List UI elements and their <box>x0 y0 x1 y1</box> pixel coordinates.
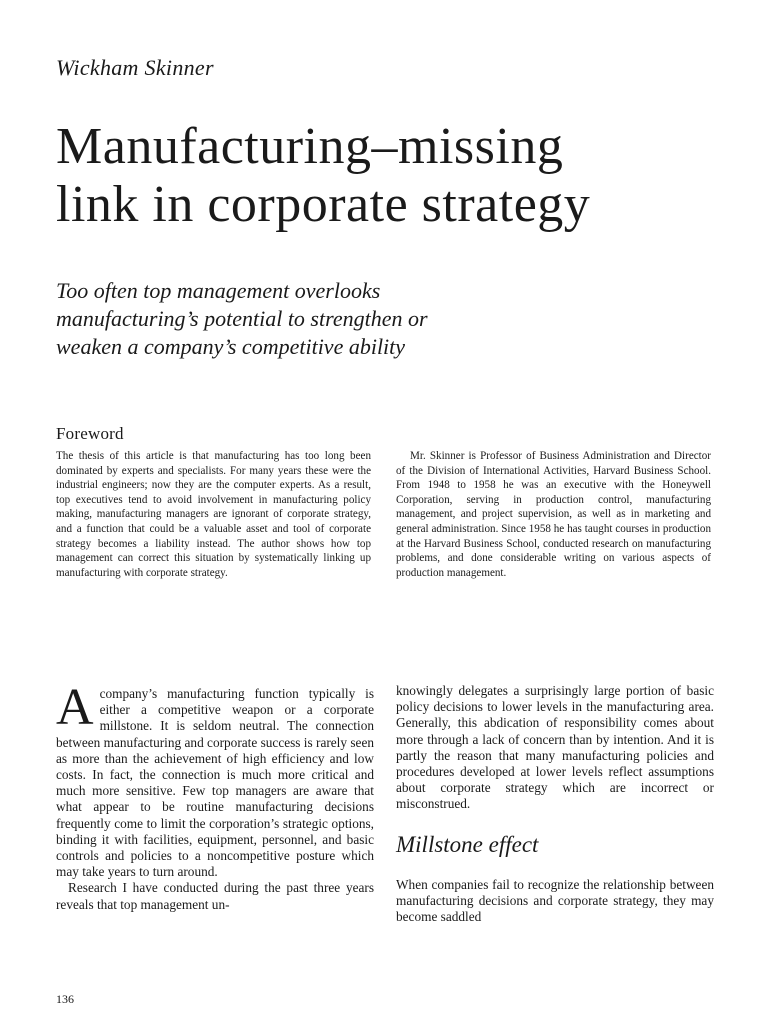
page-number: 136 <box>56 992 74 1006</box>
foreword-left-column: The thesis of this article is that manufacturing has too long been dominated by experts and specialists. For many years these were the industrial engineers; now they are the computer experts. As a result, top executives tend to avoid involvement in manufacturing policy making, manufacturing managers are ignorant of corporate strategy, and a function that could be a valuable asset and tool of corporate strategy becomes a liability instead. The author shows how top management can correct this situation by systematically linking up manufacturing with corporate strategy. <box>56 450 371 579</box>
opening-paragraph <box>56 680 374 880</box>
research-paragraph-start: Research I have conducted during the past three years reveals that top management un- <box>56 880 374 912</box>
millstone-paragraph: When companies fail to recognize the relationship between manufacturing decisions and corporate strategy, they may become saddled <box>396 876 714 925</box>
subtitle-line-3: weaken a company’s competitive ability <box>56 334 406 359</box>
subtitle-line-1: Too often top management overlooks <box>56 278 381 303</box>
opening-paragraph-text: company’s manufacturing function typically is either a competitive weapon or a corporate millstone. It is seldom neutral. The connection between manufacturing and corporate success is rarely seen as more than the achievement of high efficiency and low costs. In fact, the connection is much more critical and much more sensitive. Few top managers are aware that what appear to be routine manufacturing decisions frequently come to limit the corporation’s strategic options, binding it with facilities, equipment, personnel, and basic controls and policies to a noncompetitive posture which may take years to turn around. <box>56 686 374 880</box>
title-line-1: Manufacturing–missing <box>56 118 564 175</box>
body-right-column <box>396 683 714 925</box>
research-paragraph-continued: knowingly delegates a surprisingly large portion of basic policy decisions to lower levels in the manufacturing area. Generally, this abdication of responsibility comes about more through a lack of concern than by intention. And it is partly the reason that many manufacturing policies and procedures developed at lower levels reflect assumptions about corporate strategy which are incorrect or misconstrued. <box>396 683 714 812</box>
article-subtitle <box>56 277 696 361</box>
author-name: Wickham Skinner <box>56 55 214 80</box>
drop-cap: A <box>56 679 94 736</box>
author-bio-column: Mr. Skinner is Professor of Business Administration and Director of the Division of International Activities, Harvard Business School. From 1948 to 1958 he was an executive with the Honeywell Corporation, serving in production control, manufacturing management, and project supervision, as well as in marketing and general administration. Since 1958 he has taught courses in production at the Harvard Business School, conducted research on manufacturing problems, and done considerable writing on various aspects of production management. <box>396 450 711 579</box>
foreword-heading: Foreword <box>56 424 124 443</box>
subtitle-line-2: manufacturing’s potential to strengthen or <box>56 306 428 331</box>
article-title <box>56 118 736 234</box>
body-left-column <box>56 680 374 913</box>
section-heading: Millstone effect <box>396 831 539 857</box>
title-line-2: link in corporate strategy <box>56 176 591 233</box>
